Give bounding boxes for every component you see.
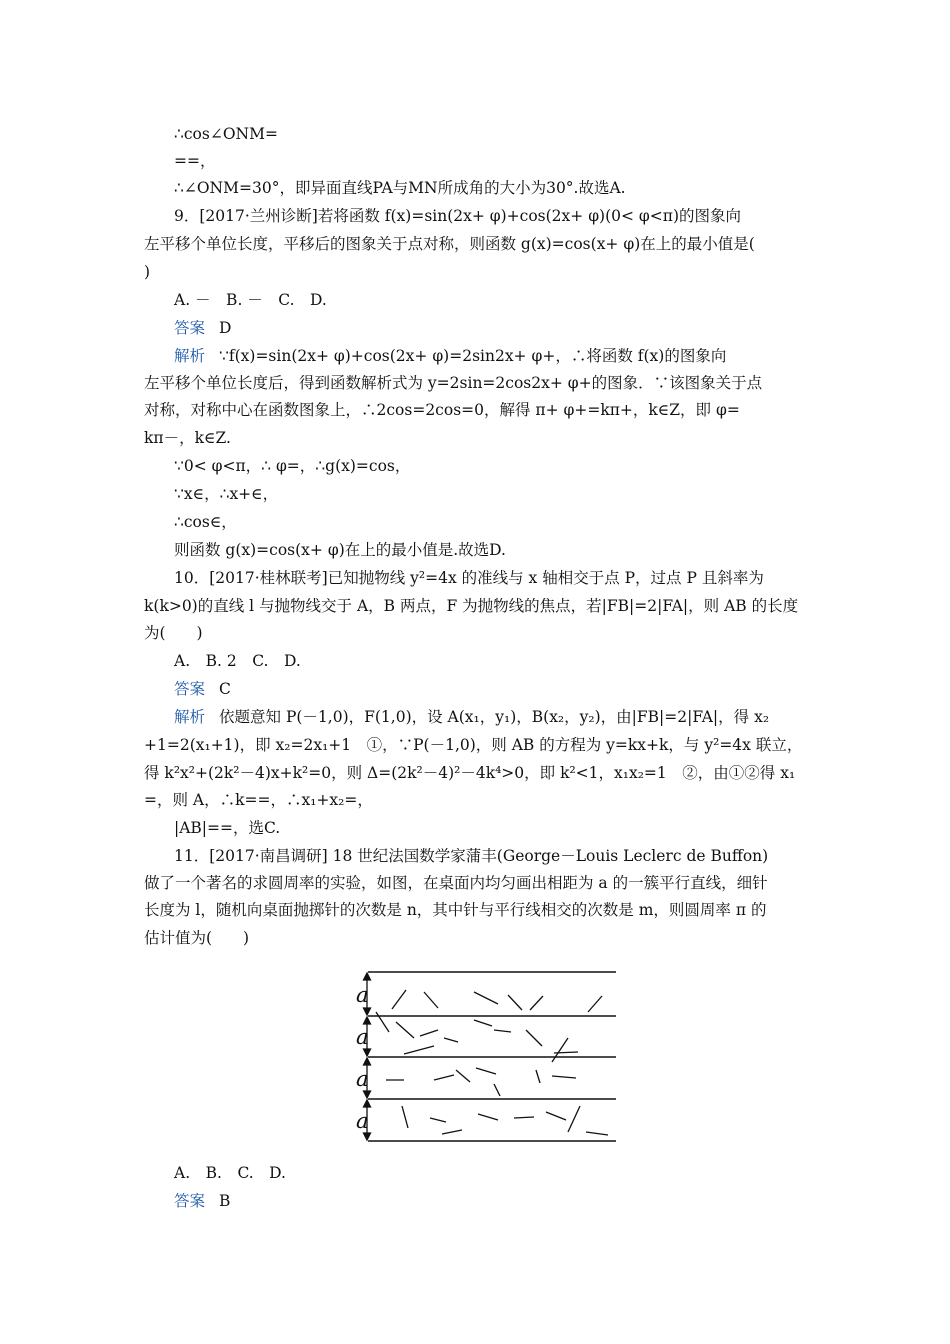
- needle: [474, 1020, 492, 1026]
- needle: [430, 1118, 446, 1122]
- needle: [434, 1075, 454, 1080]
- answer-label: 答案: [174, 319, 206, 337]
- q10-solution-2: +1=2(x₁+1)，即 x₂=2x₁+1 ①，∵P(－1,0)，则 AB 的方程为 y=kx+k，与 y²=4x 联立，: [144, 736, 803, 754]
- needle: [494, 1030, 511, 1032]
- needle: [442, 1130, 462, 1134]
- needle: [530, 996, 543, 1010]
- line-equals: ==，: [174, 152, 216, 170]
- solution-label: 解析: [174, 708, 206, 726]
- needle: [554, 1052, 578, 1053]
- q9-solution-4: kπ－，k∈Z.: [144, 429, 231, 447]
- line-cos-onm: ∴cos∠ONM=: [174, 125, 278, 143]
- answer-label: 答案: [174, 1192, 206, 1210]
- needle: [546, 1112, 566, 1120]
- q9-stem-1: 9．[2017·兰州诊断]若将函数 f(x)=sin(2x+ φ)+cos(2x+ φ)(0< φ<π)的图象向: [174, 207, 741, 225]
- q10-solution-3: 得 k²x²+(2k²－4)x+k²=0，则 Δ=(2k²－4)²－4k⁴>0，即 k²<1，x₁x₂=1 ②，由①②得 x₁: [144, 764, 796, 782]
- q10-stem-1: 10．[2017·桂林联考]已知抛物线 y²=4x 的准线与 x 轴相交于点 P，过点 P 且斜率为: [174, 569, 764, 587]
- q11-stem-3: 长度为 l，随机向桌面抛掷针的次数是 n，其中针与平行线相交的次数是 m，则圆周率 π 的: [144, 901, 767, 919]
- q9-solution-1: [174, 346, 726, 366]
- needle: [586, 1132, 608, 1135]
- q10-stem-3: 为( ): [144, 624, 203, 642]
- q9-stem-3: ): [144, 263, 151, 281]
- q11-options: A. B. C. D.: [174, 1164, 286, 1182]
- answer-value: D: [219, 319, 232, 337]
- q10-solution-1: [174, 707, 769, 727]
- q9-solution-8: 则函数 g(x)=cos(x+ φ)在上的最小值是.故选D.: [174, 541, 506, 559]
- q9-stem-2: 左平移个单位长度，平移后的图象关于点对称，则函数 g(x)=cos(x+ φ)在上的最小值是(: [144, 235, 755, 253]
- answer-value: C: [219, 680, 231, 698]
- q11-answer: [174, 1191, 230, 1211]
- needle: [404, 1046, 434, 1054]
- q11-stem-4: 估计值为( ): [144, 929, 250, 947]
- needle: [392, 990, 406, 1009]
- q10-stem-2: k(k>0)的直线 l 与抛物线交于 A，B 两点，F 为抛物线的焦点，若|FB|=2|FA|，则 AB 的长度: [144, 597, 799, 615]
- needle: [456, 1070, 470, 1082]
- q10-answer: [174, 679, 231, 699]
- needle: [376, 1012, 389, 1032]
- q9-options: A. － B. － C. D.: [174, 291, 327, 309]
- needle: [444, 1038, 458, 1042]
- needle: [508, 995, 522, 1010]
- answer-value: B: [219, 1192, 231, 1210]
- line-conclusion-angle: ∴∠ONM=30°，即异面直线PA与MN所成角的大小为30°.故选A.: [174, 179, 626, 197]
- q9-answer: [174, 318, 231, 338]
- q11-stem-2: 做了一个著名的求圆周率的实验，如图，在桌面内均匀画出相距为 a 的一簇平行直线，细针: [144, 874, 768, 892]
- q9-solution-6: ∵x∈，∴x+∈，: [174, 485, 279, 503]
- q10-options: A. B. 2 C. D.: [174, 652, 301, 670]
- needle: [514, 1117, 534, 1118]
- q9-solution-5: ∵0< φ<π，∴ φ=，∴g(x)=cos，: [174, 457, 411, 475]
- needle: [420, 1030, 438, 1036]
- solution-label: 解析: [174, 347, 206, 365]
- solution-text: 依题意知 P(－1,0)，F(1,0)，设 A(x₁，y₁)，B(x₂，y₂)，由|FB|=2|FA|，得 x₂: [219, 708, 770, 726]
- needle: [476, 1068, 496, 1074]
- needle: [402, 1106, 408, 1128]
- solution-text: ∵f(x)=sin(2x+ φ)+cos(2x+ φ)=2sin2x+ φ+，∴将函数 f(x)的图象向: [219, 347, 727, 365]
- spacing-label: a: [356, 1025, 369, 1049]
- needle: [494, 1084, 500, 1096]
- needle: [552, 1076, 576, 1078]
- q10-solution-5: |AB|==，选C.: [174, 819, 281, 837]
- q11-stem-1: 11．[2017·南昌调研] 18 世纪法国数学家蒲丰(George－Louis Leclerc de Buffon): [174, 847, 769, 865]
- q10-solution-4: =，则 A，∴k==，∴x₁+x₂=，: [144, 791, 373, 809]
- q9-solution-7: ∴cos∈，: [174, 513, 237, 531]
- needle: [474, 992, 498, 1004]
- needle: [526, 1030, 542, 1046]
- spacing-label: a: [356, 983, 369, 1007]
- spacing-label: a: [356, 1109, 369, 1133]
- q9-solution-2: 左平移个单位长度后，得到函数解析式为 y=2sin=2cos2x+ φ+的图象．∵该图象关于点: [144, 374, 763, 392]
- q9-solution-3: 对称，对称中心在函数图象上，∴2cos=2cos=0，解得 π+ φ+=kπ+，k∈Z，即 φ=: [144, 401, 740, 419]
- needle: [536, 1070, 540, 1083]
- answer-label: 答案: [174, 680, 206, 698]
- needle: [478, 1114, 498, 1120]
- needle: [588, 996, 602, 1012]
- spacing-label: a: [356, 1067, 369, 1091]
- needle: [396, 1022, 414, 1038]
- needle: [424, 992, 438, 1008]
- needle: [552, 1038, 568, 1062]
- needle: [568, 1106, 580, 1132]
- buffon-needle-figure: [346, 952, 640, 1157]
